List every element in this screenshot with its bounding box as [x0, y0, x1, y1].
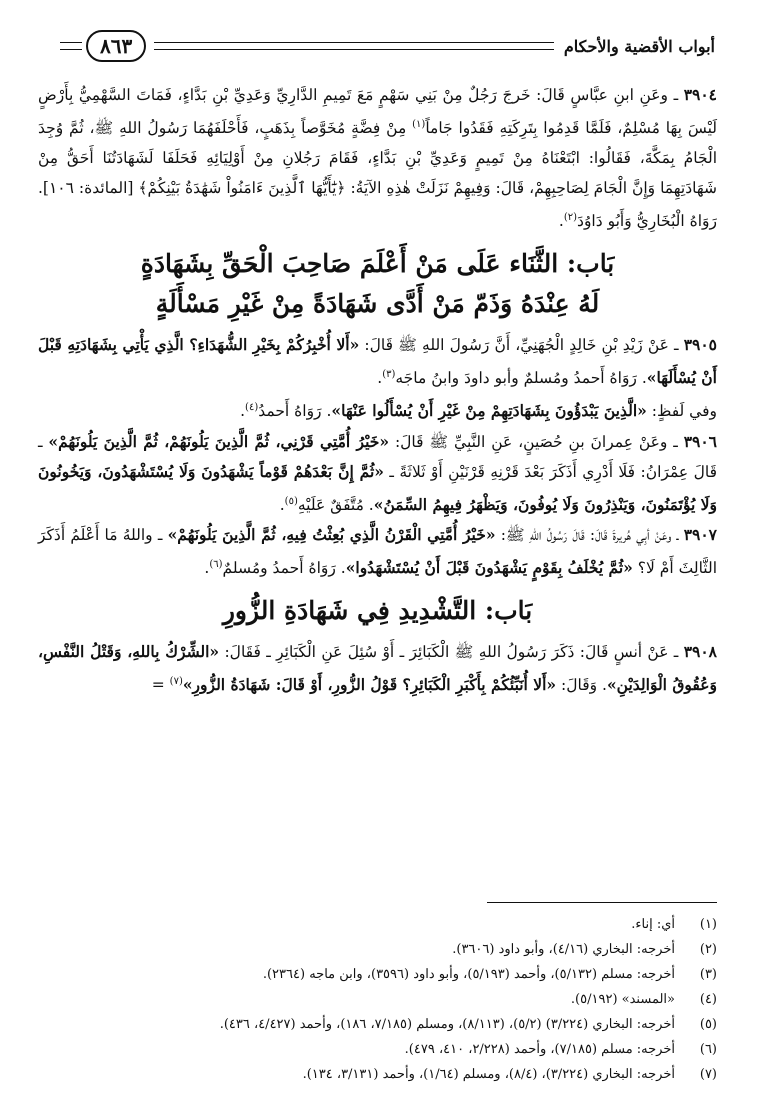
hadith-3905-variant [38, 393, 717, 426]
variant-intro: وفي لَفظٍ: [646, 402, 717, 421]
footnotes [38, 912, 717, 1087]
footnote [38, 1062, 717, 1087]
hadith-source: . رَوَاهُ أَحمدُ ومُسلمٌ [222, 558, 346, 577]
running-title: أبواب الأقضية والأحكام [563, 36, 715, 56]
hadith-text: ـ عَنْ أنسٍ قَالَ: ذَكَرَ رَسُولُ اللهِ ﷺ الْكَبَائِرَ ـ أَوْ سُئِلَ عَنِ الْكَبَائِرِ ـ فَقَالَ: [219, 642, 679, 661]
footnote-text: أخرجه: البخاري (٣/٢٢٤)، (٨/٤)، ومسلم (١/٦٤)، وأحمد (٣/١٣١، ١٣٤). [302, 1067, 675, 1082]
footnote-ref: (٢) [563, 212, 578, 224]
header-rule [154, 42, 554, 50]
footnote-number: (٧) [699, 1067, 717, 1082]
hadith-number: ٣٩٠٤ [683, 85, 717, 104]
hadith-quote: «الشِّرْكُ بِاللهِ، وَقَتْلُ النَّفْسِ، وَعُقُوقُ الْوَالِدَيْنِ» [38, 641, 717, 695]
footnote-ref: (٧) [169, 675, 183, 687]
footnote-ref: (٥) [284, 495, 298, 507]
footnote [38, 912, 717, 937]
hadith-number: ٣٩٠٧ [683, 524, 717, 544]
hadith-end: . [279, 495, 285, 514]
hadith-quote-continued: «أَلا أُنَبِّئُكُمْ بِأَكْبَرِ الْكَبَائِرِ؟ قَوْلُ الزُّورِ، أَوْ قَالَ: شَهَادَةُ الزُّورِ» [182, 675, 557, 695]
hadith-3905 [38, 330, 717, 393]
hadith-end: . [377, 369, 383, 388]
variant-quote: «الَّذِينَ يَبْدَؤُونَ بِشَهَادَتِهِمْ مِنْ غَيْرِ أَنْ يُسْأَلُوا عَنْهَا» [331, 401, 647, 421]
hadith-quote: «أَلا أُخْبِرُكُمْ بِخَيْرِ الشُّهَدَاءِ؟ الَّذِي يَأْتِي بِشَهَادَتِهِ قَبْلَ أَنْ يُسْأَلَهَا» [38, 335, 717, 388]
hadith-text: ـ عَنْ زَيْدِ بْنِ خَالِدٍ الْجُهَنِيِّ، أَنَّ رَسُولَ اللهِ ﷺ قَالَ: [359, 336, 679, 355]
footnote-text: «المسند» (٥/١٩٢). [570, 992, 675, 1007]
hadith-text-continued: مِنْ فِضَّةٍ مُخَوَّصاً بِذَهَبٍ، فَأَحْلَفَهُمَا رَسُولُ اللهِ ﷺ، ثُمَّ وُجِدَ الْجَامُ بِمَكَّةَ، فَقَالُوا: ابْتَعْنَاهُ مِنْ تَمِيمٍ وَعَدِيِّ بْنِ بَدَّاءٍ، فَقَامَ رَجُلانِ مِنْ أَوْلِيَائِهِ فَحَلَفَا لَشَهَادَتُنَا أَحَقُّ مِنْ شَهَادَتِهِمَا وَإِنَّ الْجَامَ لِصَاحِبِهِمْ، قَالَ: وَفِيهِمْ نَزَلَتْ هٰذِهِ الآيَةُ: ﴿يَٰٓأَيُّهَا ٱلَّذِينَ ءَامَنُواْ شَهَٰدَةُ بَيْنِكُمْ﴾ [المائدة: ١٠٦]. رَوَاهُ الْبُخَارِيُّ وَأَبُو دَاوُدَ [38, 119, 717, 231]
hadith-source: . رَوَاهُ أَحمدُ ومُسلمٌ وأبو داودَ وابنُ ماجَه [395, 369, 647, 388]
hadith-3907 [38, 520, 717, 583]
chapter-heading-2 [38, 591, 717, 631]
footnote-text: أخرجه: مسلم (٥/١٣٢)، وأحمد (٥/١٩٣)، وأبو داود (٣٥٩٦)، وابن ماجه (٢٣٦٤). [262, 967, 675, 982]
hadith-text: ـ وعَنِ ابنِ عبَّاسٍ قَالَ: خَرجَ رَجُلٌ مِنْ بَنِي سَهْمٍ مَعَ تَمِيمِ الدَّارِيِّ وَعَدِيِّ بْنِ بَدَّاءٍ، فَمَاتَ السَّهْمِيُّ بِأَرْضٍ لَيْسَ بِهَا مُسْلِمٌ، فَلَمَّا قَدِمُوا بِتَرِكَتِهِ فَقَدُوا جَاماً [38, 86, 717, 138]
hadith-text-continued: ـ واللهُ مَا أَعْلَمُ أَذَكَرَ الثَّالِثَ أَمْ لَا؟ [38, 525, 717, 577]
hadith-3904 [38, 80, 717, 236]
footnote [38, 962, 717, 987]
footnote-number: (٣) [699, 967, 717, 982]
footnote-text: أي: إناء. [631, 917, 675, 932]
footnote-number: (١) [699, 917, 717, 932]
hadith-quote: «خَيْرُ أُمَّتِي الْقَرْنُ الَّذِي بُعِثْتُ فِيهِ، ثُمَّ الَّذِينَ يَلُونَهُمْ» [167, 524, 496, 544]
header-rule-tail [60, 42, 82, 50]
hadith-text: ـ وعَنْ أبِي هُريرةَ قَالَ: قَالَ رَسُولُ اللهِ ﷺ: [495, 525, 679, 544]
footnote [38, 987, 717, 1012]
hadith-3906 [38, 427, 717, 520]
page-number: ٨٦٣ [86, 30, 146, 62]
variant-source: . رَوَاهُ أَحمدُ [258, 402, 332, 421]
hadith-end: = [151, 676, 170, 695]
chapter-heading-1 [38, 244, 717, 324]
footnote-number: (٥) [699, 1017, 717, 1032]
hadith-number: ٣٩٠٨ [683, 641, 717, 661]
footnote [38, 937, 717, 962]
footnote [38, 1012, 717, 1037]
footnote-separator [487, 902, 717, 903]
variant-end: . [240, 402, 246, 421]
footnote-number: (٢) [699, 942, 717, 957]
chapter-heading-line: بَاب: التَّشْدِيدِ فِي شَهَادَةِ الزُّورِ [222, 595, 533, 625]
hadith-text-continued: ـ قَالَ عِمْرَانُ: فَلَا أَدْرِي أَذَكَرَ بَعْدَ قَرْنِهِ قَرْنَيْنِ أَوْ ثَلاثَةً ـ [38, 432, 717, 481]
chapter-heading-line: بَاب: الثَّنَاء عَلَى مَنْ أَعْلَمَ صَاحِبَ الْحَقِّ بِشَهَادَةٍ [140, 249, 615, 279]
footnote-text: أخرجه: البخاري (٤/١٦)، وأبو داود (٣٦٠٦). [452, 942, 675, 957]
footnote-ref: (٤) [245, 402, 259, 414]
hadith-end: . [558, 212, 564, 231]
hadith-text: ـ وعَنْ عِمرانَ بنِ حُصَينٍ، عَنِ النَّبِيِّ ﷺ قَالَ: [389, 432, 678, 451]
footnote-text: أخرجه: مسلم (٧/١٨٥)، وأحمد (٢/٢٢٨، ٤١٠، ٤٧٩). [404, 1042, 675, 1057]
hadith-quote: «خَيْرُ أُمَّتِي قَرْنِي، ثُمَّ الَّذِينَ يَلُونَهُمْ، ثُمَّ الَّذِينَ يَلُونَهُمْ» [48, 431, 390, 451]
hadith-3908 [38, 637, 717, 700]
page-body [38, 80, 717, 700]
footnote-number: (٤) [699, 992, 717, 1007]
hadith-number: ٣٩٠٦ [683, 431, 717, 451]
hadith-source: . مُتَّفَقٌ عَلَيْهِ [297, 495, 374, 514]
page-header [60, 28, 715, 64]
footnote [38, 1037, 717, 1062]
hadith-end: . [204, 558, 210, 577]
chapter-heading-line: لَهُ عِنْدَهُ وَذَمّ مَنْ أَدَّى شَهَادَةً مِنْ غَيْرِ مَسْأَلَةٍ [155, 289, 600, 319]
footnote-ref: (٣) [382, 369, 396, 381]
hadith-quote-continued: «ثُمَّ يُخْلَفُ بِقَوْمٍ يَشْهَدُونَ قَبْلَ أَنْ يُسْتَشْهَدُوا» [345, 557, 633, 577]
footnote-ref: (٦) [209, 558, 223, 570]
hadith-quote-continued: «ثُمَّ إِنَّ بَعْدَهُمْ قَوْماً يَشْهَدُونَ وَلَا يُسْتَشْهَدُونَ، وَيَخُونُونَ وَلَا يُؤْتَمَنُونَ، وَيَنْذِرُونَ وَلَا يُوفُونَ، وَيَظْهَرُ فِيهِمُ السِّمَنُ» [38, 461, 717, 514]
footnote-number: (٦) [699, 1042, 717, 1057]
hadith-text-continued: . وَقَالَ: [556, 676, 607, 695]
footnote-text: أخرجه: البخاري (٣/٢٢٤) (٥/٢)، (٨/١١٣)، ومسلم (٧/١٨٥، ١٨٦)، وأحمد (٤/٤٢٧، ٤٣٦). [219, 1017, 675, 1032]
hadith-number: ٣٩٠٥ [683, 335, 717, 355]
footnote-ref: (١) [412, 119, 426, 130]
